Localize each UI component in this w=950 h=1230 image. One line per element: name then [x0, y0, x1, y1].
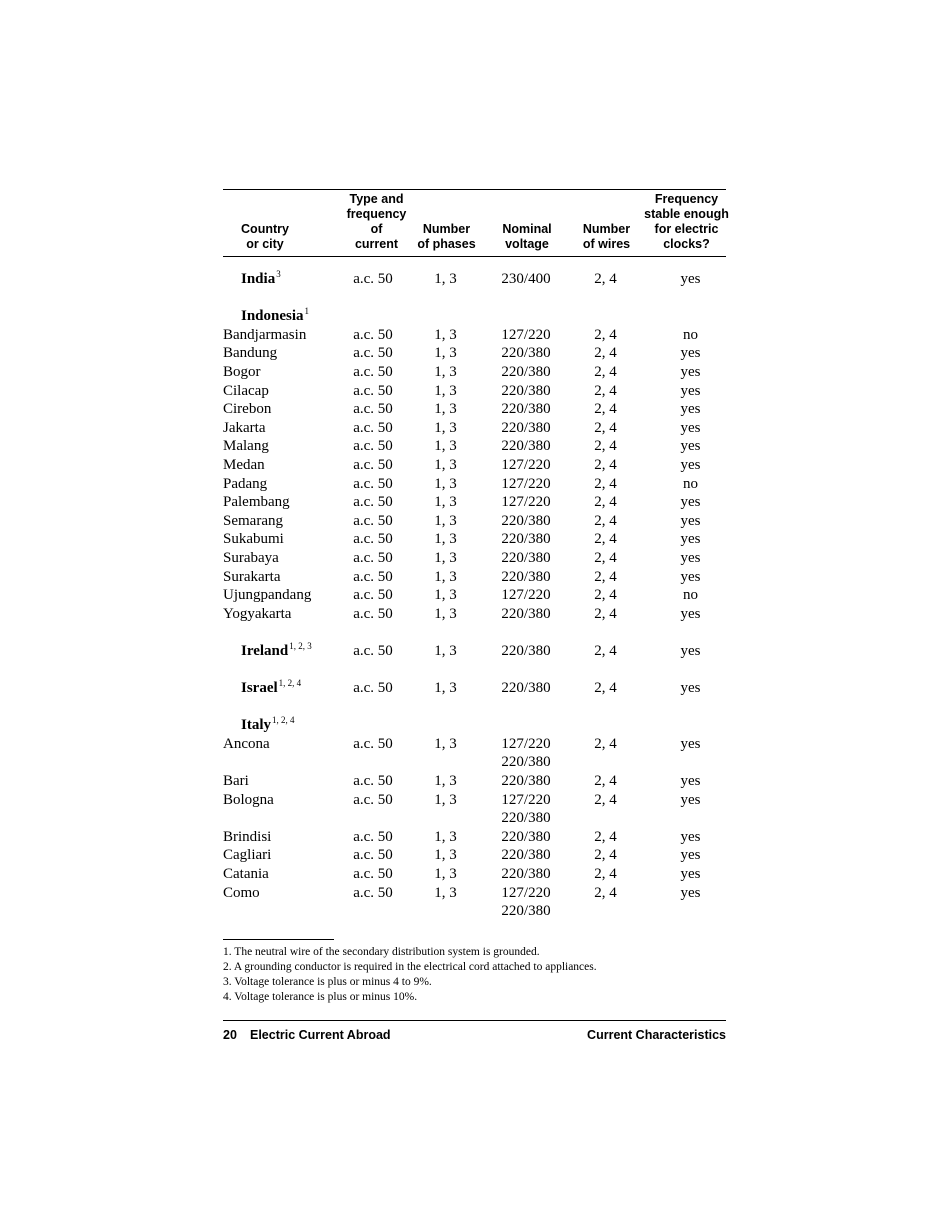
- current-type: a.c. 50: [353, 456, 393, 473]
- table-row: [223, 642, 726, 661]
- phases: 1, 3: [434, 531, 457, 548]
- wires: 2, 4: [594, 866, 617, 882]
- voltage: 127/220: [501, 326, 551, 343]
- wires: 2, 4: [594, 531, 617, 548]
- phases: 1, 3: [434, 271, 457, 287]
- table-row: [223, 382, 726, 401]
- wires: 2, 4: [594, 642, 617, 659]
- wires: 2, 4: [594, 884, 617, 901]
- table-row: [223, 549, 726, 568]
- voltage: 220/380: [501, 363, 551, 380]
- footnote-rule: [223, 939, 334, 940]
- country-heading: [223, 716, 726, 735]
- voltage: 220/380: [501, 401, 551, 418]
- group-spacer: [223, 623, 726, 642]
- table-row: [223, 326, 726, 345]
- clock-stable: no: [683, 587, 698, 604]
- table-row: [223, 586, 726, 605]
- country-name: [241, 307, 309, 326]
- country-label: Indonesia: [241, 308, 304, 325]
- wires: 2, 4: [594, 512, 617, 529]
- phases: 1, 3: [434, 494, 457, 511]
- voltage: 220/380: [501, 531, 551, 548]
- footer-rule: [223, 1020, 726, 1021]
- header-clocks: Frequency stable enough for electric clocks?: [644, 192, 729, 251]
- phases: 1, 3: [434, 568, 457, 585]
- table-row: [223, 456, 726, 475]
- wires: 2, 4: [594, 326, 617, 343]
- current-type: a.c. 50: [353, 438, 393, 455]
- voltage: 127/220: [501, 791, 551, 808]
- clock-stable: yes: [680, 549, 701, 566]
- wires: 2, 4: [594, 456, 617, 473]
- table-row-continuation: [223, 902, 726, 921]
- header-country: Country or city: [241, 222, 289, 251]
- city-name: Bogor: [223, 363, 261, 380]
- group-spacer: [223, 698, 726, 717]
- table-row: [223, 735, 726, 754]
- current-type: a.c. 50: [353, 847, 393, 864]
- city-name: Ancona: [223, 735, 270, 752]
- wires: 2, 4: [594, 494, 617, 511]
- city-name: Semarang: [223, 512, 283, 529]
- current-type: a.c. 50: [353, 271, 393, 287]
- current-type: a.c. 50: [353, 884, 393, 901]
- clock-stable: yes: [680, 605, 701, 622]
- phases: 1, 3: [434, 680, 457, 697]
- phases: 1, 3: [434, 456, 457, 473]
- phases: 1, 3: [434, 773, 457, 790]
- table-row: [223, 605, 726, 624]
- city-name: Bandjarmasin: [223, 326, 307, 343]
- clock-stable: yes: [680, 568, 701, 585]
- clock-stable: yes: [680, 773, 701, 790]
- footnote: 4. Voltage tolerance is plus or minus 10%.: [223, 991, 418, 1003]
- city-name: Malang: [223, 438, 269, 455]
- table-row: [223, 865, 726, 884]
- table-row: [223, 679, 726, 698]
- city-name: Sukabumi: [223, 531, 284, 548]
- voltage: 127/220: [501, 735, 551, 752]
- voltage: 220/380: [501, 903, 551, 920]
- wires: 2, 4: [594, 271, 617, 287]
- current-type: a.c. 50: [353, 494, 393, 511]
- city-name: Ujungpandang: [223, 587, 312, 604]
- table-row: [223, 437, 726, 456]
- footnote-ref: 3: [276, 269, 281, 279]
- table-row: [223, 512, 726, 531]
- voltage: 220/380: [501, 605, 551, 622]
- voltage: 230/400: [501, 271, 551, 287]
- voltage: 220/380: [501, 642, 551, 659]
- country-heading: [223, 307, 726, 326]
- city-name: Brindisi: [223, 828, 272, 845]
- voltage: 127/220: [501, 494, 551, 511]
- table-row: [223, 884, 726, 903]
- clock-stable: no: [683, 475, 698, 492]
- page-number: 20: [223, 1028, 237, 1042]
- current-type: a.c. 50: [353, 828, 393, 845]
- voltage: 127/220: [501, 475, 551, 492]
- current-type: a.c. 50: [353, 363, 393, 380]
- phases: 1, 3: [434, 884, 457, 901]
- wires: 2, 4: [594, 587, 617, 604]
- voltage: 220/380: [501, 754, 551, 771]
- header-wires: Number of wires: [582, 222, 631, 251]
- voltage: 127/220: [501, 587, 551, 604]
- table-row: [223, 475, 726, 494]
- country-name: [241, 642, 312, 661]
- voltage: 220/380: [501, 438, 551, 455]
- table-row: [223, 846, 726, 865]
- current-type: a.c. 50: [353, 605, 393, 622]
- footnote: 1. The neutral wire of the secondary distribution system is grounded.: [223, 946, 540, 958]
- city-name: Bari: [223, 773, 249, 790]
- country-label: Ireland: [241, 642, 289, 659]
- city-name: Padang: [223, 475, 268, 492]
- table-row: [223, 493, 726, 512]
- clock-stable: yes: [680, 866, 701, 882]
- wires: 2, 4: [594, 680, 617, 697]
- clock-stable: yes: [680, 345, 701, 362]
- wires: 2, 4: [594, 791, 617, 808]
- phases: 1, 3: [434, 866, 457, 882]
- wires: 2, 4: [594, 438, 617, 455]
- voltage: 220/380: [501, 549, 551, 566]
- phases: 1, 3: [434, 791, 457, 808]
- table-row: [223, 791, 726, 810]
- voltage-table: [223, 189, 729, 921]
- table-row-continuation: [223, 809, 726, 828]
- wires: 2, 4: [594, 568, 617, 585]
- table-row: [223, 568, 726, 587]
- city-name: Cilacap: [223, 382, 269, 399]
- phases: 1, 3: [434, 735, 457, 752]
- phases: 1, 3: [434, 345, 457, 362]
- clock-stable: yes: [680, 271, 701, 287]
- clock-stable: yes: [680, 419, 701, 436]
- voltage: 220/380: [501, 419, 551, 436]
- wires: 2, 4: [594, 847, 617, 864]
- voltage: 220/380: [501, 810, 551, 827]
- footnote-ref: 1, 2, 4: [272, 715, 295, 726]
- table-row-continuation: [223, 753, 726, 772]
- table-row: [223, 270, 726, 289]
- current-type: a.c. 50: [353, 531, 393, 548]
- table-row: [223, 344, 726, 363]
- clock-stable: yes: [680, 363, 701, 380]
- wires: 2, 4: [594, 605, 617, 622]
- wires: 2, 4: [594, 773, 617, 790]
- table-body: [223, 257, 726, 921]
- phases: 1, 3: [434, 587, 457, 604]
- phases: 1, 3: [434, 475, 457, 492]
- clock-stable: yes: [680, 531, 701, 548]
- current-type: a.c. 50: [353, 419, 393, 436]
- voltage: 127/220: [501, 884, 551, 901]
- clock-stable: yes: [680, 847, 701, 864]
- wires: 2, 4: [594, 401, 617, 418]
- phases: 1, 3: [434, 419, 457, 436]
- clock-stable: yes: [680, 680, 701, 697]
- city-name: Cirebon: [223, 401, 272, 418]
- clock-stable: yes: [680, 642, 701, 659]
- country-name: [241, 716, 295, 735]
- phases: 1, 3: [434, 549, 457, 566]
- table-row: [223, 363, 726, 382]
- footnote: 3. Voltage tolerance is plus or minus 4 to 9%.: [223, 976, 432, 988]
- clock-stable: yes: [680, 828, 701, 845]
- header-phases: Number of phases: [417, 222, 476, 251]
- current-type: a.c. 50: [353, 382, 393, 399]
- current-type: a.c. 50: [353, 326, 393, 343]
- wires: 2, 4: [594, 549, 617, 566]
- current-type: a.c. 50: [353, 587, 393, 604]
- wires: 2, 4: [594, 345, 617, 362]
- table-header: [223, 190, 729, 256]
- phases: 1, 3: [434, 605, 457, 622]
- current-type: a.c. 50: [353, 512, 393, 529]
- voltage: 220/380: [501, 866, 551, 882]
- footnotes: [223, 945, 597, 1005]
- city-name: Bandung: [223, 345, 278, 362]
- footnote-ref: 1, 2, 4: [278, 678, 302, 689]
- country-name: [241, 679, 301, 698]
- current-type: a.c. 50: [353, 475, 393, 492]
- current-type: a.c. 50: [353, 773, 393, 790]
- city-name: Catania: [223, 866, 269, 882]
- voltage: 220/380: [501, 512, 551, 529]
- phases: 1, 3: [434, 326, 457, 343]
- voltage: 220/380: [501, 680, 551, 697]
- table-row: [223, 828, 726, 847]
- header-type: Type and frequency of current: [346, 192, 407, 251]
- current-type: a.c. 50: [353, 568, 393, 585]
- footnote-ref: 1: [304, 306, 310, 317]
- city-name: Bologna: [223, 791, 274, 808]
- current-type: a.c. 50: [353, 791, 393, 808]
- wires: 2, 4: [594, 419, 617, 436]
- clock-stable: yes: [680, 512, 701, 529]
- current-type: a.c. 50: [353, 549, 393, 566]
- current-type: a.c. 50: [353, 401, 393, 418]
- wires: 2, 4: [594, 735, 617, 752]
- wires: 2, 4: [594, 475, 617, 492]
- voltage: 220/380: [501, 345, 551, 362]
- voltage: 220/380: [501, 773, 551, 790]
- city-name: Yogyakarta: [223, 605, 292, 622]
- current-type: a.c. 50: [353, 680, 393, 697]
- phases: 1, 3: [434, 847, 457, 864]
- table-row: [223, 419, 726, 438]
- clock-stable: yes: [680, 884, 701, 901]
- phases: 1, 3: [434, 512, 457, 529]
- wires: 2, 4: [594, 828, 617, 845]
- wires: 2, 4: [594, 363, 617, 380]
- book-title: Electric Current Abroad: [250, 1028, 391, 1042]
- group-spacer: [223, 660, 726, 679]
- voltage: 127/220: [501, 456, 551, 473]
- clock-stable: no: [683, 326, 698, 343]
- clock-stable: yes: [680, 456, 701, 473]
- current-type: a.c. 50: [353, 642, 393, 659]
- city-name: Como: [223, 884, 260, 901]
- clock-stable: yes: [680, 438, 701, 455]
- group-spacer: [223, 289, 726, 308]
- section-title: Current Characteristics: [587, 1028, 726, 1042]
- country-label: Israel: [241, 680, 278, 697]
- phases: 1, 3: [434, 642, 457, 659]
- clock-stable: yes: [680, 494, 701, 511]
- table-row: [223, 530, 726, 549]
- phases: 1, 3: [434, 401, 457, 418]
- phases: 1, 3: [434, 382, 457, 399]
- city-name: Cagliari: [223, 847, 272, 864]
- city-name: Jakarta: [223, 419, 266, 436]
- voltage: 220/380: [501, 828, 551, 845]
- phases: 1, 3: [434, 828, 457, 845]
- city-name: Medan: [223, 456, 265, 473]
- table-row: [223, 400, 726, 419]
- city-name: Palembang: [223, 494, 290, 511]
- current-type: a.c. 50: [353, 866, 393, 882]
- current-type: a.c. 50: [353, 345, 393, 362]
- country-name: [241, 270, 281, 289]
- current-type: a.c. 50: [353, 735, 393, 752]
- table-row: [223, 772, 726, 791]
- footnote-ref: 1, 2, 3: [289, 640, 312, 651]
- voltage: 220/380: [501, 382, 551, 399]
- city-name: Surakarta: [223, 568, 281, 585]
- country-label: India: [241, 271, 276, 287]
- header-voltage: Nominal voltage: [502, 222, 552, 251]
- country-label: Italy: [241, 717, 271, 734]
- clock-stable: yes: [680, 382, 701, 399]
- phases: 1, 3: [434, 438, 457, 455]
- voltage: 220/380: [501, 847, 551, 864]
- phases: 1, 3: [434, 363, 457, 380]
- voltage: 220/380: [501, 568, 551, 585]
- wires: 2, 4: [594, 382, 617, 399]
- footnote: 2. A grounding conductor is required in the electrical cord attached to appliances.: [223, 961, 597, 973]
- city-name: Surabaya: [223, 549, 279, 566]
- clock-stable: yes: [680, 401, 701, 418]
- clock-stable: yes: [680, 791, 701, 808]
- clock-stable: yes: [680, 735, 701, 752]
